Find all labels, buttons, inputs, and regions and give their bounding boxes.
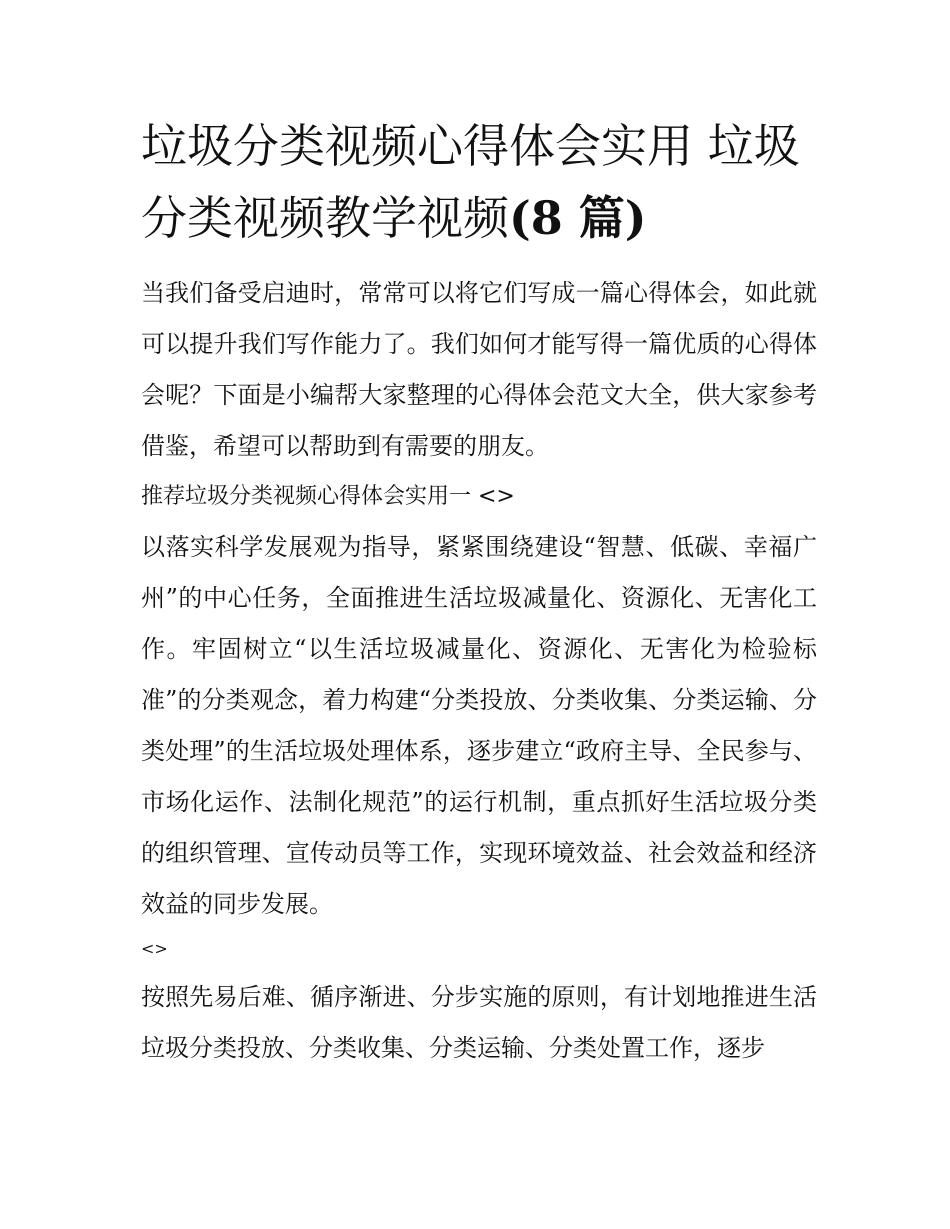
section-heading: 推荐垃圾分类视频心得体会实用一 <> — [141, 484, 515, 509]
document-title — [141, 110, 817, 254]
document-page — [141, 110, 817, 1074]
title-main: 垃圾分类视频心得体会实用 垃圾分类视频教学视频 — [141, 119, 800, 245]
intro-paragraph: 当我们备受启迪时，常常可以将它们写成一篇心得体会，如此就可以提升我们写作能力了。我们如何才能写得一篇优质的心得体会呢？下面是小编帮大家整理的心得体会范文大全，供大家参考借鉴，希望可以帮助到有需要的朋友。 — [141, 279, 817, 460]
section-marker: <> — [141, 939, 168, 958]
body-paragraph-continued: 按照先易后难、循序渐进、分步实施的原则，有计划地推进生活垃圾分类投放、分类收集、分类运输、分类处置工作，逐步 — [141, 983, 817, 1062]
body-paragraph: 以落实科学发展观为指导，紧紧围绕建设“智慧、低碳、幸福广州”的中心任务，全面推进生活垃圾减量化、资源化、无害化工作。牢固树立“以生活垃圾减量化、资源化、无害化为检验标准”的分类观念，着力构建“分类投放、分类收集、分类运输、分类处理”的生活垃圾处理体系，逐步建立“政府主导、全民参与、市场化运作、法制化规范”的运行机制，重点抓好生活垃圾分类的组织管理、宣传动员等工作，实现环境效益、社会效益和经济效益的同步发展。 — [141, 533, 817, 918]
title-count: (8 篇) — [509, 191, 647, 245]
